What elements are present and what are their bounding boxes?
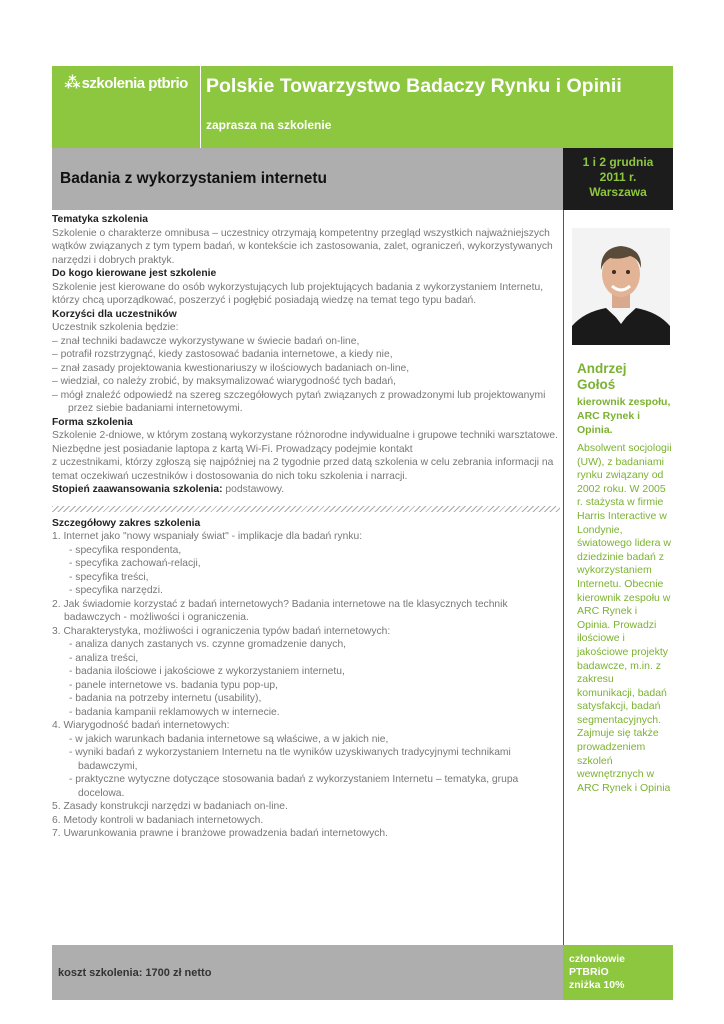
decorative-zigzag-divider: [52, 506, 560, 512]
scope-item: 7. Uwarunkowania prawne i branżowe prowadzenia badań internetowych.: [52, 828, 388, 839]
date-box: [563, 148, 673, 210]
level-heading: Stopień zaawansowania szkolenia:: [52, 484, 223, 495]
trainer-first-name: Andrzej: [577, 361, 627, 376]
course-description: [52, 213, 560, 841]
scope-subitem: - badania kampanii reklamowych w internecie.: [69, 706, 280, 718]
header-banner: [52, 66, 673, 148]
scope-subitem: - analiza treści,: [69, 652, 139, 664]
audience-heading: Do kogo kierowane jest szkolenie: [52, 268, 217, 279]
benefit-item: – znał zasady projektowania kwestionariuszy w ilościowych badaniach on-line,: [52, 362, 410, 374]
scope-item: 6. Metody kontroli w badaniach internetowych.: [52, 814, 264, 826]
scope-subitem: - badania na potrzeby internetu (usability),: [69, 693, 262, 704]
scope-subitem: - panele internetowe vs. badania typu pop-up,: [69, 679, 278, 691]
member-discount-box: [563, 945, 673, 1000]
topic-heading: Tematyka szkolenia: [52, 214, 148, 225]
cost-band: [52, 945, 563, 1000]
date-line-2: 2011 r.: [599, 170, 637, 184]
scope-subitem: - analiza danych zastanych vs. czynne gromadzenie danych,: [69, 639, 347, 650]
logo-star-icon: ⁂: [64, 75, 81, 92]
trainer-last-name: Gołoś: [577, 377, 616, 392]
scope-subitem: - w jakich warunkach badania internetowe są właściwe, a w jakich nie,: [69, 733, 389, 745]
ptbrio-logo: [52, 66, 200, 100]
form-heading: Forma szkolenia: [52, 416, 133, 428]
benefits-list: [52, 335, 560, 416]
course-title: Badania z wykorzystaniem internetu: [60, 170, 328, 187]
portrait-image: [572, 228, 670, 345]
invitation-subtitle: zaprasza na szkolenie: [206, 118, 332, 132]
scope-list: [52, 530, 560, 841]
scope-subitem: - badania ilościowe i jakościowe z wykorzystaniem internetu,: [69, 666, 345, 677]
form-text-1: Szkolenie 2-dniowe, w którym zostaną wykorzystane różnorodne indywidualne i grupowe techniki warsztatowe. Niezbędne jest posiadanie laptopa z kartą Wi-Fi. Prowadzący podejmie kontakt: [52, 430, 558, 455]
discount-line-2: PTBRiO: [569, 966, 609, 978]
scope-subitem: - specyfika narzędzi.: [69, 585, 163, 596]
benefits-intro: Uczestnik szkolenia będzie:: [52, 322, 179, 333]
trainer-role: kierownik zespołu, ARC Rynek i Opinia.: [577, 396, 671, 436]
trainer-photo: [572, 228, 670, 345]
organization-title: Polskie Towarzystwo Badaczy Rynku i Opinii: [206, 75, 622, 97]
scope-subitem: - specyfika zachowań-relacji,: [69, 558, 201, 569]
trainer-bio: Absolwent socjologii (UW), z badaniami rynku związany od 2002 roku. W 2005 r. stażysta w firmie Harris Interactive w Londynie, światowego lidera w dziedzinie badań z wykorzystaniem Internetu. Obecnie kierownik zespołu w ARC Rynek i Opinia. Prowadzi ilościowe i jakościowe projekty badawcze, m.in. z zakresu komunikacji, badań satysfakcji, badań segmentacyjnych. Zajmuje się także prowadzeniem szkoleń wewnętrznych w ARC Rynek i Opinia: [577, 442, 672, 794]
scope-item: 4. Wiarygodność badań internetowych:: [52, 720, 230, 731]
course-title-band: [52, 148, 563, 210]
scope-item: 2. Jak świadomie korzystać z badań internetowych? Badania internetowe na tle klasycznych technik badawczych - możliwości i ograniczenia.: [52, 598, 508, 623]
benefit-item: – znał techniki badawcze wykorzystywane w świecie badań on-line,: [52, 335, 360, 347]
audience-text: Szkolenie jest kierowane do osób wykorzystujących lub projektujących badania z wykorzystaniem Internetu, którzy chcą uporządkować, poszerzyć i pogłębić posiadają wiedzę na temat tego typu badań.: [52, 281, 544, 306]
discount-line-3: zniżka 10%: [569, 979, 625, 991]
topic-text: Szkolenie o charakterze omnibusa – uczestnicy otrzymają kompetentny przegląd wszystkich najważniejszych wątków związanych z tym typem badań, w kontekście ich zastosowania, zalet, ograniczeń, wykorzystywanych narzędzi i dobrych praktyk.: [52, 227, 553, 266]
level-value: podstawowy.: [222, 484, 285, 495]
benefit-item: – wiedział, co należy zrobić, by maksymalizować wiarygodność tych badań,: [52, 376, 396, 387]
trainer-info: [577, 361, 673, 795]
scope-subitem: - specyfika respondenta,: [69, 544, 182, 556]
form-text-2: z uczestnikami, którzy zgłoszą się najpóźniej na 2 tygodnie przed datą szkolenia w celu zebrania informacji na temat oczekiwań uczestników i dostosowania do nich toku szkolenia i narracji.: [52, 457, 554, 482]
scope-subitem: - praktyczne wytyczne dotyczące stosowania badań z wykorzystaniem Internetu – tematyka, grupa docelowa.: [69, 774, 519, 799]
scope-subitem: - specyfika treści,: [69, 571, 149, 583]
course-cost: koszt szkolenia: 1700 zł netto: [58, 967, 212, 979]
discount-line-1: członkowie: [569, 953, 626, 965]
course-place: Warszawa: [589, 185, 647, 199]
benefit-item: – potrafił rozstrzygnąć, kiedy zastosować badania internetowe, a kiedy nie,: [52, 349, 393, 360]
scope-subitem: - wyniki badań z wykorzystaniem Internetu na tle wyników uzyskiwanych tradycyjnymi technikami badawczymi,: [69, 747, 511, 772]
benefits-heading: Korzyści dla uczestników: [52, 308, 177, 320]
column-divider: [563, 210, 564, 945]
scope-item: 5. Zasady konstrukcji narzędzi w badaniach on-line.: [52, 801, 288, 812]
scope-item: 3. Charakterystyka, możliwości i ograniczenia typów badań internetowych:: [52, 625, 391, 637]
date-line-1: 1 i 2 grudnia: [582, 155, 654, 169]
level-line: [52, 483, 560, 497]
scope-heading: Szczegółowy zakres szkolenia: [52, 517, 201, 529]
scope-item: 1. Internet jako "nowy wspaniały świat" - implikacje dla badań rynku:: [52, 531, 363, 542]
logo-text: szkolenia ptbrio: [81, 74, 188, 92]
benefit-item: – mógł znaleźć odpowiedź na szereg szczegółowych pytań związanych z prowadzonymi lub projektowanymi przez siebie badaniami internetowymi.: [52, 389, 546, 414]
header-divider: [200, 66, 201, 148]
